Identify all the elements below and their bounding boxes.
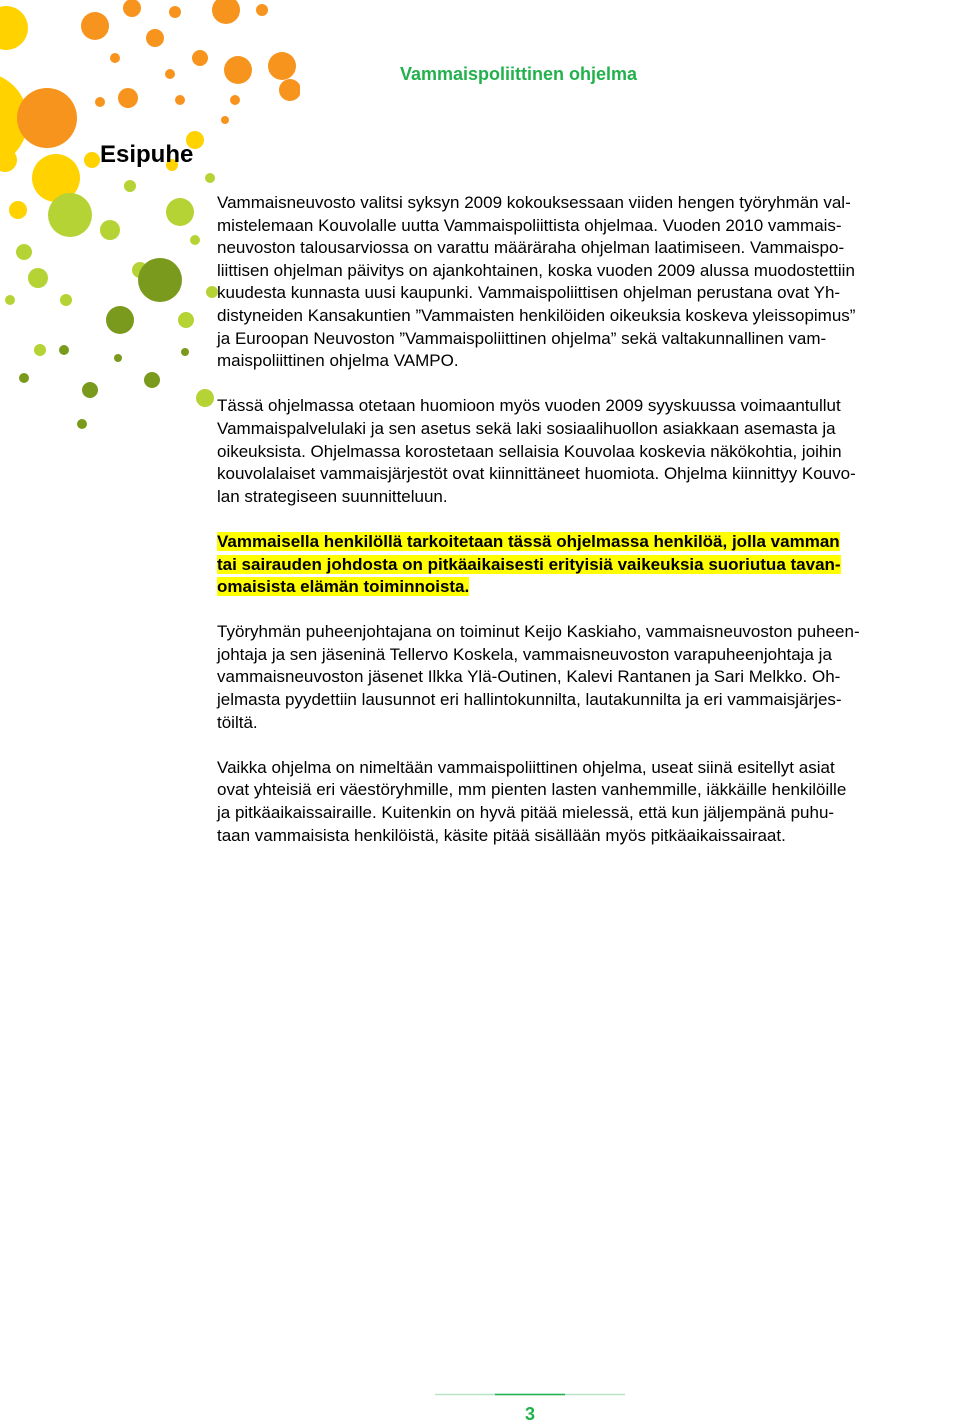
page-number: 3 xyxy=(524,1404,535,1424)
section-title: Esipuhe xyxy=(100,141,194,168)
paragraph-1: Vammaisneuvosto valitsi syksyn 2009 kokouksessaan viiden hengen työryhmän val- mistelemaan Kouvolalle uutta Vammaispoliittista ohjelmaa. Vuoden 2010 vammais- neuvoston talousarviossa on varattu määräraha ohjelman laatimiseen. Vammaispo- liittisen ohjelman päivitys on ajankohtainen, koska vuoden 2009 alussa muodostettiin kuudesta kunnasta uusi kaupunki. Vammaispoliittisen ohjelman perustana ovat Yh- distyneiden Kansakuntien ”Vammaisten henkilöiden oikeuksia koskeva yleissopimus” ja Euroopan Neuvoston ”Vammaispoliittinen ohjelma” sekä valtakunnallinen vam- maispoliittinen ohjelma VAMPO. xyxy=(217,193,856,371)
highlighted-definition-text: Vammaisella henkilöllä tarkoitetaan tässä ohjelmassa henkilöä, jolla vamman tai sairauden johdosta on pitkäaikaisesti erityisiä vaikeuksia suoriutua tavan- omaisista elämän toiminnoista. xyxy=(217,531,841,597)
footer-rule xyxy=(435,1393,625,1396)
paragraph-4: Työryhmän puheenjohtajana on toiminut Keijo Kaskiaho, vammaisneuvoston puheen- johtaja ja sen jäseninä Tellervo Koskela, vammaisneuvoston varapuheenjohtaja ja vammaisneuvoston jäsenet Ilkka Ylä-Outinen, Kalevi Rantanen ja Sari Melkko. Oh- jelmasta pyydettiin lausunnot eri hallintokunnilta, lautakunnilta ja eri vammaisjärjes- töiltä. xyxy=(217,622,860,732)
paragraph-2: Tässä ohjelmassa otetaan huomioon myös vuoden 2009 syyskuussa voimaantullut Vammaispalvelulaki ja sen asetus sekä laki sosiaalihuollon asiakkaan asemasta ja oikeuksista. Ohjelmassa korostetaan sellaisia Kouvolaa koskevia näkökohtia, joihin kouvolalaiset vammaisjärjestöt ovat kiinnittäneet huomiota. Ohjelma kiinnittyy Kouvo- lan strategiseen suunnitteluun. xyxy=(217,396,856,506)
highlighted-definition xyxy=(217,531,957,599)
document-header-title: Vammaispoliittinen ohjelma xyxy=(400,64,638,84)
paragraph-5: Vaikka ohjelma on nimeltään vammaispoliittinen ohjelma, useat siinä esitellyt asiat ovat yhteisiä eri väestöryhmille, mm pienten lasten vanhemmille, iäkkäille henkilöille ja pitkäaikaissairaille. Kuitenkin on hyvä pitää mielessä, että kun jäljempänä puhu- taan vammaisista henkilöistä, käsite pitää sisällään myös pitkäaikaissairaat. xyxy=(217,757,847,845)
body-text xyxy=(217,192,957,870)
